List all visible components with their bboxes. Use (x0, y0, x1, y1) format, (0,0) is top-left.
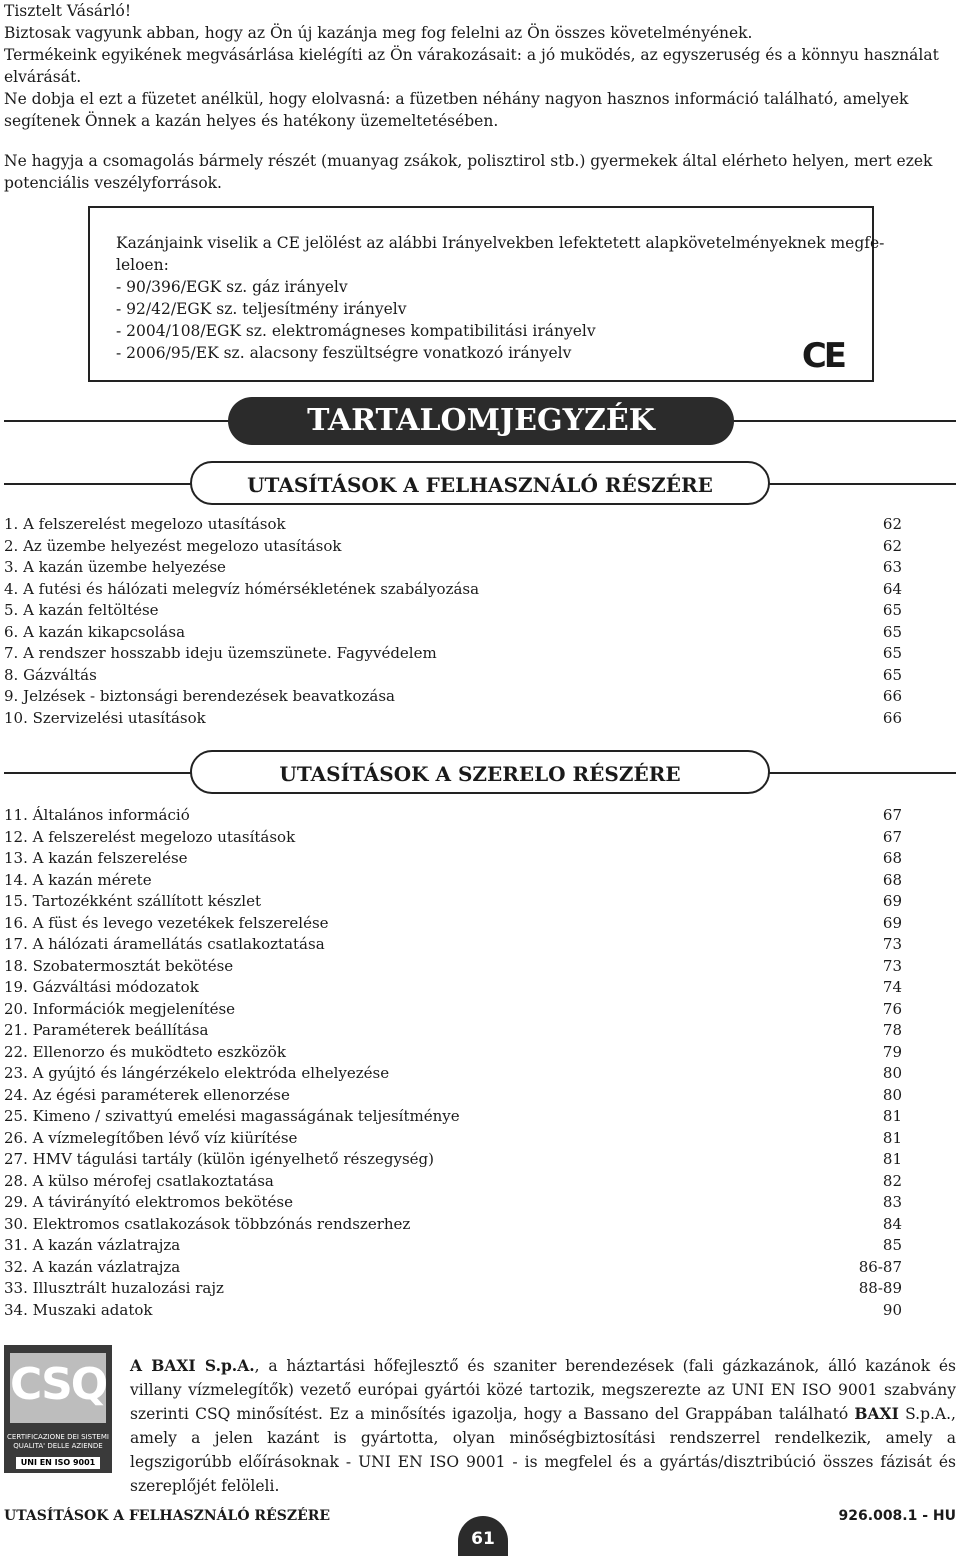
toc-entry[interactable] (4, 1020, 902, 1042)
csq-cert-line-1: CERTIFICAZIONE DEI SISTEMI (7, 1433, 109, 1441)
toc-entry-page: 80 (882, 1085, 902, 1104)
toc-entry-page: 62 (882, 515, 902, 533)
toc-entry[interactable] (4, 1085, 902, 1107)
intro-line-1: Biztosak vagyunk abban, hogy az Ön új kazánja meg fog felelni az Ön összes követelményének. (4, 24, 753, 42)
csq-certification-logo (4, 1345, 112, 1473)
toc-entry-page: 90 (882, 1300, 902, 1319)
toc-entry[interactable] (4, 1106, 902, 1128)
toc-entry-page: 88-89 (858, 1279, 902, 1297)
toc-entry-page: 74 (882, 978, 902, 996)
toc-entry-title: 10. Szervizelési utasítások (4, 708, 206, 727)
toc-entry-page: 81 (882, 1128, 902, 1147)
toc-entry-page: 66 (882, 708, 902, 727)
toc-entry-title: 20. Információk megjelenítése (4, 999, 236, 1018)
installer-toc-list (4, 805, 902, 1321)
toc-entry-title: 6. A kazán kikapcsolása (4, 622, 186, 641)
toc-entry-page: 82 (882, 1171, 902, 1190)
toc-entry-title: 22. Ellenorzo és muködteto eszközök (4, 1042, 286, 1061)
toc-entry[interactable] (4, 1235, 902, 1257)
toc-entry-title: 33. Illusztrált huzalozási rajz (4, 1279, 224, 1297)
toc-entry-title: 34. Muszaki adatok (4, 1300, 153, 1319)
ce-directive-2: - 92/42/EGK sz. teljesítmény irányelv (116, 300, 407, 318)
toc-entry-title: 26. A vízmelegítőben lévő víz kiürítése (4, 1128, 298, 1147)
ce-mark-icon: CE (801, 336, 844, 376)
toc-entry[interactable] (4, 514, 902, 536)
toc-title: TARTALOMJEGYZÉK (228, 397, 734, 445)
toc-entry[interactable] (4, 622, 902, 644)
toc-entry-page: 64 (882, 579, 902, 598)
intro-line-3: Ne dobja el ezt a füzetet anélkül, hogy elolvasná: a füzetben néhány nagyon hasznos információ található, amelyek segítenek Önnek a kazán helyes és hatékony üzemeltetésében. (4, 90, 909, 130)
user-toc-list (4, 514, 902, 729)
toc-entry[interactable] (4, 1128, 902, 1150)
toc-entry-page: 86-87 (858, 1257, 902, 1276)
toc-entry-title: 3. A kazán üzembe helyezése (4, 558, 226, 576)
toc-entry-title: 32. A kazán vázlatrajza (4, 1257, 181, 1276)
toc-entry-title: 18. Szobatermosztát bekötése (4, 956, 234, 975)
toc-entry[interactable] (4, 557, 902, 579)
toc-entry-title: 31. A kazán vázlatrajza (4, 1236, 181, 1254)
baxi-certification-text (130, 1354, 956, 1498)
toc-entry[interactable] (4, 977, 902, 999)
baxi-text-part-2: S.p.A., amely a jelen kazánt is gyártotta, olyan minőségbiztosítási rendszerrel rendelkezik, amely a legszigorúbb előírásoknak - UNI EN ISO 9001 - is megfelel és a gyártás/disztribúció összes fázisát és szereplőjét felöleli. (130, 1405, 956, 1495)
toc-entry-title: 5. A kazán feltöltése (4, 601, 159, 619)
toc-entry-page: 65 (882, 665, 902, 684)
toc-entry[interactable] (4, 999, 902, 1021)
toc-entry-page: 76 (882, 999, 902, 1018)
toc-entry-title: 25. Kimeno / szivattyú emelési magasságának teljesítménye (4, 1107, 460, 1125)
toc-entry-page: 73 (882, 935, 902, 953)
toc-entry-title: 4. A futési és hálózati melegvíz hómérsékletének szabályozása (4, 579, 480, 598)
toc-entry[interactable] (4, 1214, 902, 1236)
toc-entry-title: 15. Tartozékként szállított készlet (4, 892, 262, 910)
toc-entry-title: 1. A felszerelést megelozo utasítások (4, 515, 286, 533)
toc-entry[interactable] (4, 1171, 902, 1193)
toc-entry[interactable] (4, 827, 902, 849)
toc-entry-page: 81 (882, 1150, 902, 1168)
toc-entry[interactable] (4, 913, 902, 935)
page-number: 61 (458, 1516, 508, 1556)
toc-entry-title: 2. Az üzembe helyezést megelozo utasítások (4, 536, 342, 555)
installer-section-title: UTASÍTÁSOK A SZERELO RÉSZÉRE (190, 750, 770, 794)
toc-entry[interactable] (4, 1192, 902, 1214)
toc-entry-title: 13. A kazán felszerelése (4, 849, 188, 867)
toc-entry-title: 27. HMV tágulási tartály (külön igényelhető részegység) (4, 1150, 434, 1168)
toc-entry-page: 84 (882, 1214, 902, 1233)
toc-entry-page: 68 (882, 849, 902, 867)
toc-entry-title: 19. Gázváltási módozatok (4, 978, 199, 996)
ce-directive-3: - 2004/108/EGK sz. elektromágneses kompatibilitási irányelv (116, 322, 596, 340)
baxi-company-name: A BAXI S.p.A. (130, 1356, 255, 1375)
toc-entry[interactable] (4, 1278, 902, 1300)
toc-entry-page: 79 (882, 1042, 902, 1061)
greeting: Tisztelt Vásárló! (4, 2, 132, 20)
ce-text-line-1: Kazánjaink viselik a CE jelölést az alábbi Irányelvekben lefektetett alapkövetelményeknek megfe- (116, 234, 885, 252)
toc-entry-page: 68 (882, 870, 902, 889)
toc-entry[interactable] (4, 934, 902, 956)
toc-entry-page: 67 (882, 827, 902, 846)
toc-entry-title: 11. Általános információ (4, 806, 190, 824)
toc-entry[interactable] (4, 579, 902, 601)
csq-standard-label: UNI EN ISO 9001 (16, 1457, 100, 1469)
user-section-title: UTASÍTÁSOK A FELHASZNÁLÓ RÉSZÉRE (190, 461, 770, 505)
baxi-text-part-1: , a háztartási hőfejlesztő és szaniter berendezések (fali gázkazánok, álló kazánok és villany vízmelegítők) vezető európai gyártói közé tartozik, megszerezte az UNI EN ISO 9001 szabvány szerinti CSQ minősítést. Ez a minősítés igazolja, hogy a Bassano del Grappában található (130, 1357, 957, 1423)
toc-entry-page: 65 (882, 644, 902, 662)
toc-entry-title: 24. Az égési paraméterek ellenorzése (4, 1085, 290, 1104)
document-code: 926.008.1 - HU (838, 1508, 956, 1524)
toc-entry-title: 14. A kazán mérete (4, 870, 152, 889)
toc-entry[interactable] (4, 1063, 902, 1085)
toc-entry[interactable] (4, 1042, 902, 1064)
ce-directive-4: - 2006/95/EK sz. alacsony feszültségre vonatkozó irányelv (116, 344, 572, 362)
toc-entry[interactable] (4, 805, 902, 827)
toc-entry[interactable] (4, 891, 902, 913)
toc-entry-page: 69 (882, 913, 902, 932)
intro-line-2: Termékeink egyikének megvásárlása kielégíti az Ön várakozásait: a jó muködés, az egyszeruség és a könnyu használat elvárását. (4, 46, 939, 86)
toc-entry-page: 80 (882, 1064, 902, 1082)
toc-entry[interactable] (4, 848, 902, 870)
intro-text (4, 0, 956, 194)
toc-entry-title: 17. A hálózati áramellátás csatlakoztatása (4, 935, 325, 953)
toc-entry-title: 23. A gyújtó és lángérzékelo elektróda elhelyezése (4, 1064, 390, 1082)
toc-entry-title: 8. Gázváltás (4, 665, 97, 684)
toc-entry[interactable] (4, 1257, 902, 1279)
csq-cert-line-2: QUALITA' DELLE AZIENDE (13, 1442, 103, 1450)
toc-entry[interactable] (4, 708, 902, 730)
toc-entry[interactable] (4, 600, 902, 622)
toc-entry[interactable] (4, 686, 902, 708)
ce-declaration-box (88, 206, 885, 382)
toc-entry-title: 29. A távirányító elektromos bekötése (4, 1193, 294, 1211)
ce-directive-1: - 90/396/EGK sz. gáz irányelv (116, 278, 348, 296)
toc-entry-title: 30. Elektromos csatlakozások többzónás rendszerhez (4, 1214, 411, 1233)
footer-section-label: UTASÍTÁSOK A FELHASZNÁLÓ RÉSZÉRE (4, 1508, 331, 1524)
toc-entry-page: 81 (882, 1107, 902, 1125)
toc-entry-title: 28. A külso mérofej csatlakoztatása (4, 1171, 274, 1190)
toc-entry-page: 85 (882, 1236, 902, 1254)
toc-entry-page: 66 (882, 687, 902, 705)
baxi-brand: BAXI (854, 1404, 899, 1423)
toc-entry[interactable] (4, 1149, 902, 1171)
toc-entry-title: 21. Paraméterek beállítása (4, 1021, 209, 1039)
intro-line-4: Ne hagyja a csomagolás bármely részét (muanyag zsákok, polisztirol stb.) gyermekek által elérheto helyen, mert ezek potenciális veszélyforrások. (4, 152, 933, 192)
toc-entry[interactable] (4, 956, 902, 978)
csq-logo-letters: CSQ (10, 1359, 107, 1410)
toc-entry-page: 65 (882, 622, 902, 641)
toc-entry[interactable] (4, 643, 902, 665)
toc-entry[interactable] (4, 1300, 902, 1322)
toc-entry-page: 65 (882, 601, 902, 619)
toc-entry-page: 83 (882, 1193, 902, 1211)
toc-entry-page: 73 (882, 956, 902, 975)
toc-entry-page: 69 (882, 892, 902, 910)
toc-entry-title: 7. A rendszer hosszabb ideju üzemszünete. Fagyvédelem (4, 644, 437, 662)
toc-entry-page: 67 (882, 806, 902, 824)
toc-entry-title: 12. A felszerelést megelozo utasítások (4, 827, 296, 846)
toc-entry[interactable] (4, 665, 902, 687)
toc-entry[interactable] (4, 870, 902, 892)
toc-entry-page: 78 (882, 1021, 902, 1039)
toc-entry-title: 16. A füst és levego vezetékek felszerelése (4, 913, 329, 932)
toc-entry-title: 9. Jelzések - biztonsági berendezések beavatkozása (4, 687, 395, 705)
toc-entry[interactable] (4, 536, 902, 558)
toc-entry-page: 63 (882, 558, 902, 576)
toc-entry-page: 62 (882, 536, 902, 555)
ce-text-line-2: leloen: (116, 256, 169, 274)
